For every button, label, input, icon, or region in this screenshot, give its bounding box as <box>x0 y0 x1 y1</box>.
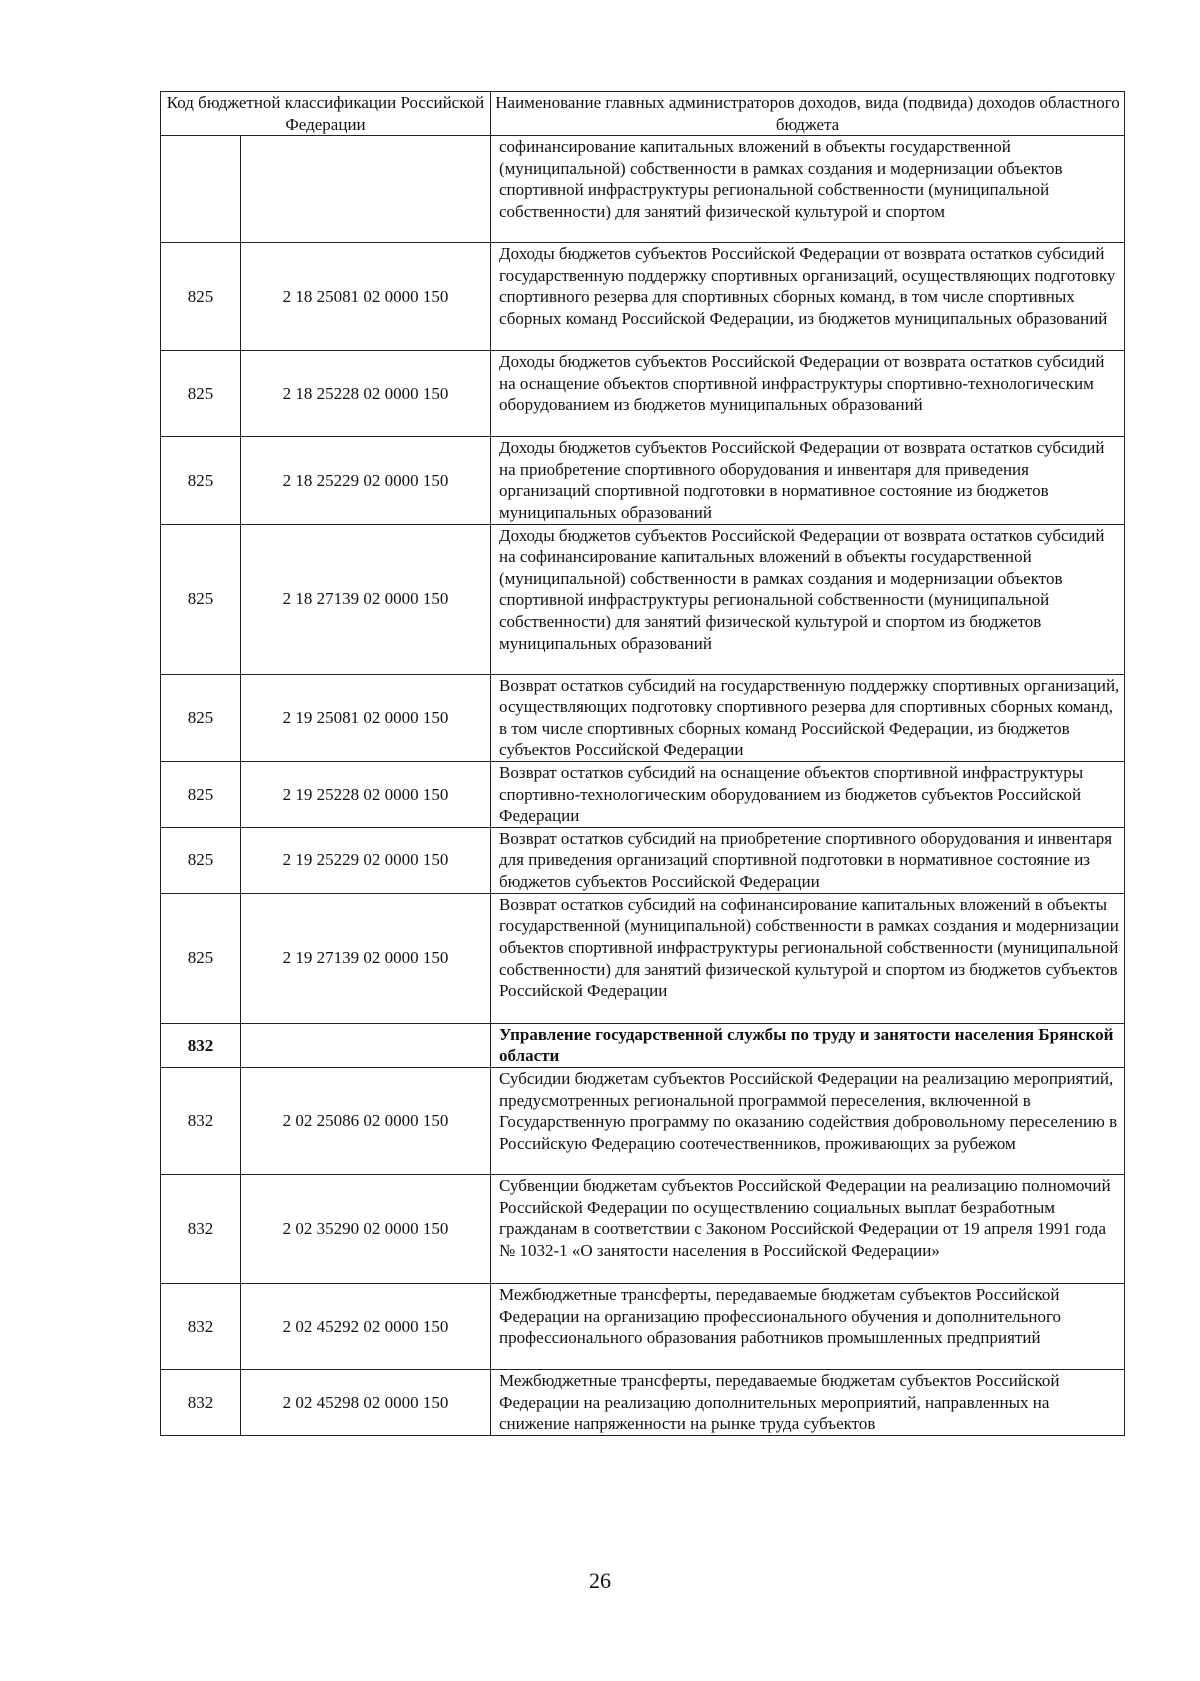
admin-code-cell: 832 <box>161 1369 241 1435</box>
income-name-cell: Межбюджетные трансферты, передаваемые бюджетам субъектов Российской Федерации на организацию профессионального обучения и дополнительного профессионального образования работников промышленных предприятий <box>491 1283 1125 1369</box>
budget-classification-table <box>160 91 1125 1436</box>
budget-code-cell <box>241 136 491 243</box>
budget-code-cell: 2 02 25086 02 0000 150 <box>241 1067 491 1174</box>
income-name-cell: Субсидии бюджетам субъектов Российской Федерации на реализацию мероприятий, предусмотренных региональной программой переселения, включенной в Государственную программу по оказанию содействия добровольному переселению в Российскую Федерацию соотечественников, проживающих за рубежом <box>491 1067 1125 1174</box>
admin-code-cell: 825 <box>161 827 241 893</box>
income-name-cell: Возврат остатков субсидий на приобретение спортивного оборудования и инвентаря для приведения организаций спортивной подготовки в нормативное состояние из бюджетов субъектов Российской Федерации <box>491 827 1125 893</box>
income-name-cell: Доходы бюджетов субъектов Российской Федерации от возврата остатков субсидий на софинансирование капитальных вложений в объекты государственной (муниципальной) собственности в рамках создания и модернизации объектов спортивной инфраструктуры региональной собственности (муниципальной собственности) для занятий физической культурой и спортом из бюджетов муниципальных образований <box>491 524 1125 674</box>
table-row <box>161 351 1125 437</box>
table-row <box>161 893 1125 1023</box>
admin-code-cell: 825 <box>161 351 241 437</box>
income-name-cell: Доходы бюджетов субъектов Российской Федерации от возврата остатков субсидий государственную поддержку спортивных организаций, осуществляющих подготовку спортивного резерва для спортивных сборных команд, в том числе спортивных сборных команд Российской Федерации, из бюджетов муниципальных образований <box>491 243 1125 351</box>
table-row <box>161 524 1125 674</box>
admin-code-cell: 832 <box>161 1174 241 1283</box>
admin-code-cell: 825 <box>161 674 241 761</box>
budget-code-cell: 2 18 27139 02 0000 150 <box>241 524 491 674</box>
admin-code-cell: 832 <box>161 1283 241 1369</box>
table-row <box>161 1369 1125 1435</box>
budget-code-cell: 2 19 27139 02 0000 150 <box>241 893 491 1023</box>
table-row <box>161 1067 1125 1174</box>
table-row <box>161 437 1125 524</box>
budget-code-cell <box>241 1023 491 1067</box>
admin-code-cell: 832 <box>161 1067 241 1174</box>
admin-code-cell <box>161 136 241 243</box>
header-name: Наименование главных администраторов доходов, вида (подвида) доходов областного бюджета <box>491 92 1125 136</box>
table-row <box>161 1174 1125 1283</box>
table-row <box>161 674 1125 761</box>
admin-code-cell: 832 <box>161 1023 241 1067</box>
income-name-cell: Возврат остатков субсидий на государственную поддержку спортивных организаций, осуществляющих подготовку спортивного резерва для спортивных сборных команд, в том числе спортивных сборных команд Российской Федерации, из бюджетов субъектов Российской Федерации <box>491 674 1125 761</box>
table-header-row <box>161 92 1125 136</box>
admin-code-cell: 825 <box>161 524 241 674</box>
page-number: 26 <box>589 1568 611 1593</box>
budget-code-cell: 2 18 25228 02 0000 150 <box>241 351 491 437</box>
table-row <box>161 1283 1125 1369</box>
budget-code-cell: 2 18 25229 02 0000 150 <box>241 437 491 524</box>
admin-code-cell: 825 <box>161 243 241 351</box>
table-row-section-header <box>161 1023 1125 1067</box>
budget-code-cell: 2 18 25081 02 0000 150 <box>241 243 491 351</box>
budget-code-cell: 2 02 45298 02 0000 150 <box>241 1369 491 1435</box>
table-row <box>161 136 1125 243</box>
income-name-cell: Доходы бюджетов субъектов Российской Федерации от возврата остатков субсидий на оснащение объектов спортивной инфраструктуры спортивно-технологическим оборудованием из бюджетов муниципальных образований <box>491 351 1125 437</box>
admin-code-cell: 825 <box>161 893 241 1023</box>
header-code-group: Код бюджетной классификации Российской Федерации <box>161 92 491 136</box>
budget-code-cell: 2 02 35290 02 0000 150 <box>241 1174 491 1283</box>
admin-code-cell: 825 <box>161 761 241 827</box>
administrator-name-cell: Управление государственной службы по труду и занятости населения Брянской области <box>491 1023 1125 1067</box>
budget-code-cell: 2 02 45292 02 0000 150 <box>241 1283 491 1369</box>
income-name-cell: Субвенции бюджетам субъектов Российской Федерации на реализацию полномочий Российской Федерации по осуществлению социальных выплат безработным гражданам в соответствии с Законом Российской Федерации от 19 апреля 1991 года № 1032-1 «О занятости населения в Российской Федерации» <box>491 1174 1125 1283</box>
income-name-cell: Возврат остатков субсидий на софинансирование капитальных вложений в объекты государственной (муниципальной) собственности в рамках создания и модернизации объектов спортивной инфраструктуры региональной собственности (муниципальной собственности) для занятий физической культурой и спортом из бюджетов субъектов Российской Федерации <box>491 893 1125 1023</box>
budget-code-cell: 2 19 25228 02 0000 150 <box>241 761 491 827</box>
income-name-cell: Межбюджетные трансферты, передаваемые бюджетам субъектов Российской Федерации на реализацию дополнительных мероприятий, направленных на снижение напряженности на рынке труда субъектов <box>491 1369 1125 1435</box>
income-name-cell: софинансирование капитальных вложений в объекты государственной (муниципальной) собственности в рамках создания и модернизации объектов спортивной инфраструктуры региональной собственности (муниципальной собственности) для занятий физической культурой и спортом <box>491 136 1125 243</box>
income-name-cell: Доходы бюджетов субъектов Российской Федерации от возврата остатков субсидий на приобретение спортивного оборудования и инвентаря для приведения организаций спортивной подготовки в нормативное состояние из бюджетов муниципальных образований <box>491 437 1125 524</box>
table-row <box>161 827 1125 893</box>
admin-code-cell: 825 <box>161 437 241 524</box>
budget-code-cell: 2 19 25081 02 0000 150 <box>241 674 491 761</box>
table-row <box>161 243 1125 351</box>
table-row <box>161 761 1125 827</box>
budget-code-cell: 2 19 25229 02 0000 150 <box>241 827 491 893</box>
income-name-cell: Возврат остатков субсидий на оснащение объектов спортивной инфраструктуры спортивно-технологическим оборудованием из бюджетов субъектов Российской Федерации <box>491 761 1125 827</box>
